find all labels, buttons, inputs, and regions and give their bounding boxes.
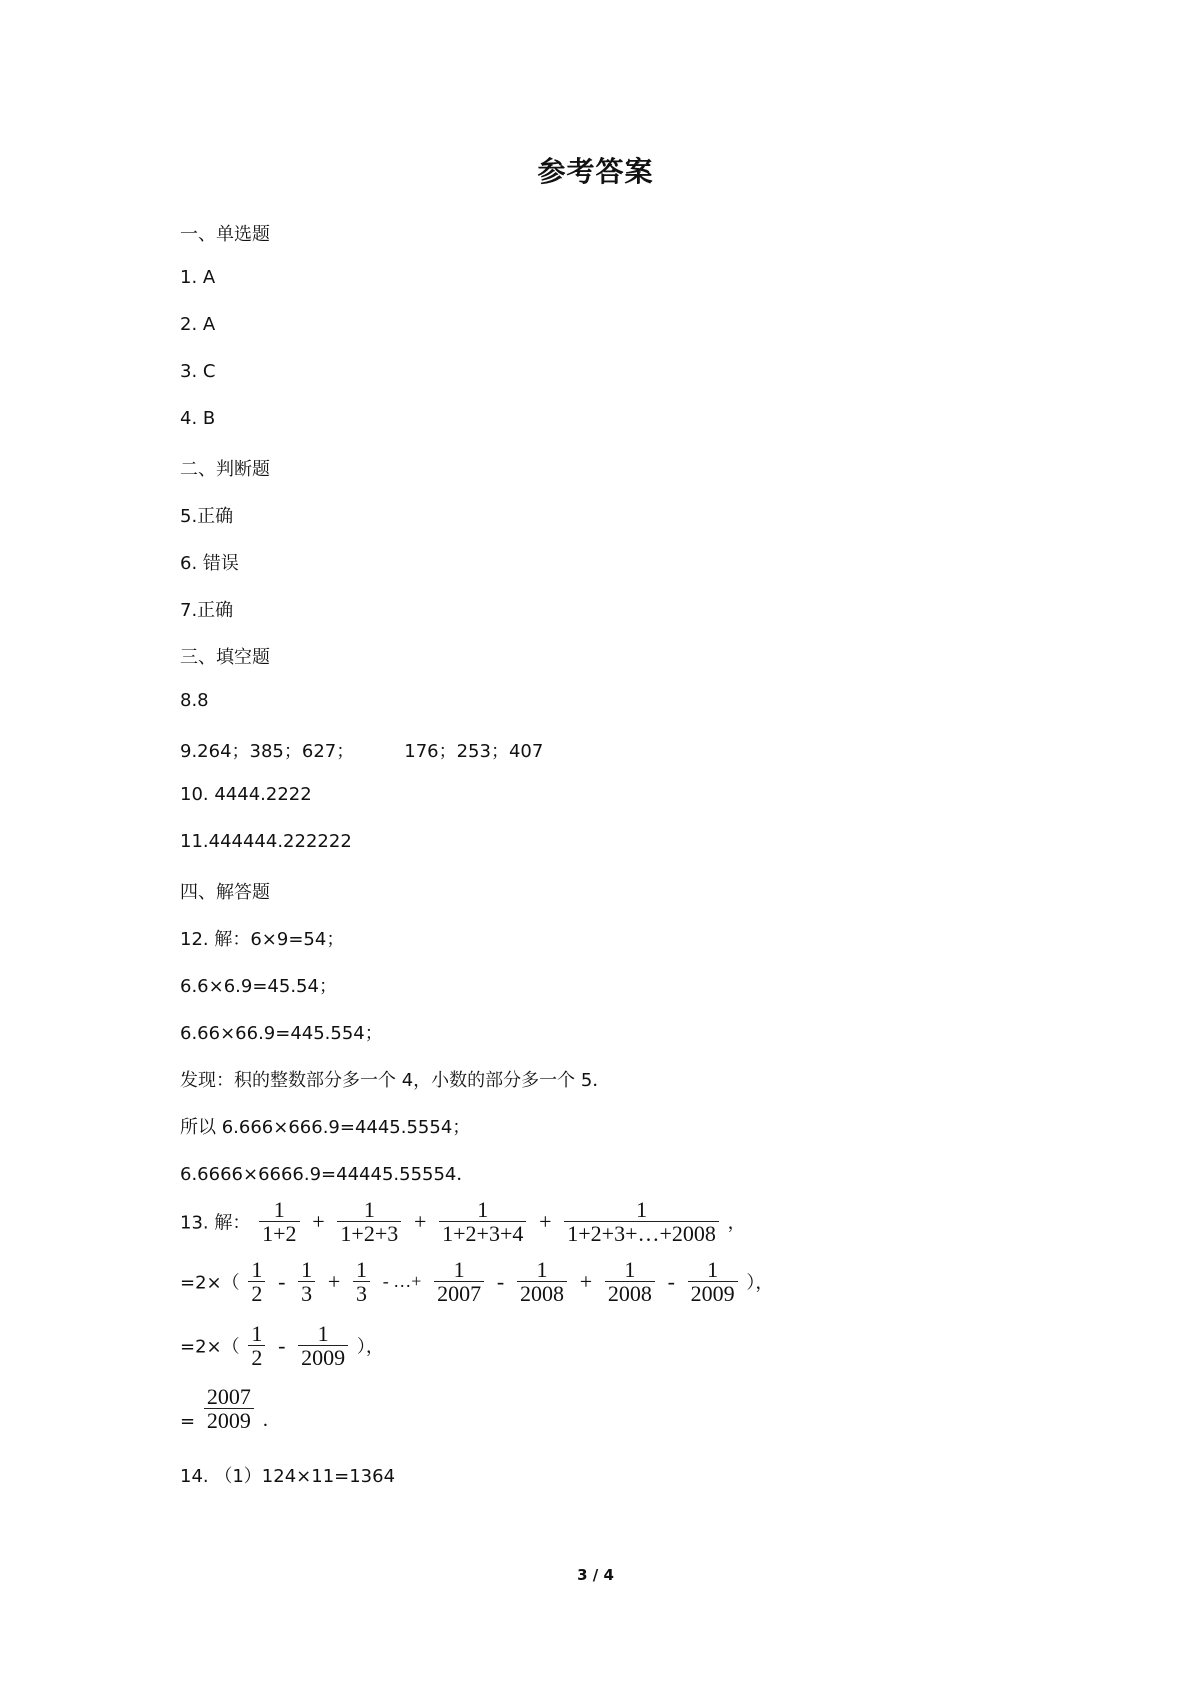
minus-sign: - [278,1268,286,1294]
equation-suffix: ）， [746,1272,774,1294]
answer-12-step-2: 6.6×6.9=45.54； [180,976,337,997]
answer-12: 12. 解：6×9=54； [180,929,345,950]
answer-13-line-1 [180,1198,746,1245]
answer-7: 7.正确 [180,600,234,621]
fraction: $\frac{1}{2008}$ [517,1258,567,1305]
section-heading-solutions: 四、解答题 [180,882,270,903]
plus-sign: + [579,1268,593,1294]
section-heading-true-false: 二、判断题 [180,459,270,480]
answer-13-line-3 [180,1322,384,1369]
minus-sign: - [667,1268,675,1294]
page-title: 参考答案 [537,155,654,188]
equation-suffix: ）， [356,1336,384,1358]
fraction: $\frac{2007}{2009}$ [204,1385,254,1432]
answer-13-line-2 [180,1258,773,1305]
answer-12-step-6: 6.6666×6666.9=44445.55554． [180,1164,475,1185]
fraction: $\frac{1}{1+2+3}$ [337,1198,401,1245]
answer-12-step-3: 6.66×66.9=445.554； [180,1023,383,1044]
fraction: $\frac{1}{3}$ [298,1258,315,1305]
fraction: $\frac{1}{2007}$ [434,1258,484,1305]
fraction: $\frac{1}{2009}$ [688,1258,738,1305]
answer-12-step-5: 所以 6.666×666.9=4445.5554； [180,1117,471,1138]
answer-13-line-4 [180,1385,281,1432]
equation-suffix: ． [262,1410,281,1432]
answer-4: 4. B [180,408,216,429]
fraction: $\frac{1}{2}$ [248,1322,265,1369]
answer-1: 1. A [180,267,216,288]
fraction: $\frac{1}{1+2+3+\dots+2008}$ [564,1198,719,1245]
plus-sign: + [312,1208,325,1234]
answer-10: 10. 4444.2222 [180,784,312,805]
answer-8: 8.8 [180,690,209,711]
answer-6: 6. 错误 [180,553,239,574]
equation-prefix: =2×（ [180,1336,240,1358]
section-heading-fill-blank: 三、填空题 [180,647,270,668]
equation-prefix: = [180,1411,196,1433]
answer-3: 3. C [180,361,216,382]
answer-9-part-b: 176；253；407 [404,741,544,762]
minus-sign: - [496,1268,505,1294]
answer-9-part-a: 9.264；385；627； [180,741,355,762]
equation-prefix: =2×（ [180,1272,240,1294]
answer-12-finding: 发现：积的整数部分多一个 4，小数的部分多一个 5． [180,1070,611,1091]
page-number: 3 / 4 [577,1566,614,1584]
fraction: $\frac{1}{2008}$ [605,1258,655,1305]
fraction: $\frac{1}{2}$ [248,1258,265,1305]
answer-13-label: 13. 解： [180,1212,251,1234]
answer-14: 14. （1）124×11=1364 [180,1466,396,1487]
fraction: $\frac{1}{1+2}$ [259,1198,299,1245]
comma: ， [727,1212,746,1234]
plus-sign: + [539,1208,552,1234]
fraction: $\frac{1}{3}$ [353,1258,370,1305]
answer-11: 11.444444.222222 [180,831,352,852]
ellipsis: - …+ [382,1271,422,1292]
fraction: $\frac{1}{2009}$ [298,1322,348,1369]
section-heading-single-choice: 一、单选题 [180,224,270,245]
fraction: $\frac{1}{1+2+3+4}$ [439,1198,526,1245]
plus-sign: + [327,1268,341,1294]
plus-sign: + [413,1208,427,1234]
answer-9 [180,737,543,763]
answer-5: 5.正确 [180,506,234,527]
minus-sign: - [278,1332,286,1358]
answer-2: 2. A [180,314,216,335]
